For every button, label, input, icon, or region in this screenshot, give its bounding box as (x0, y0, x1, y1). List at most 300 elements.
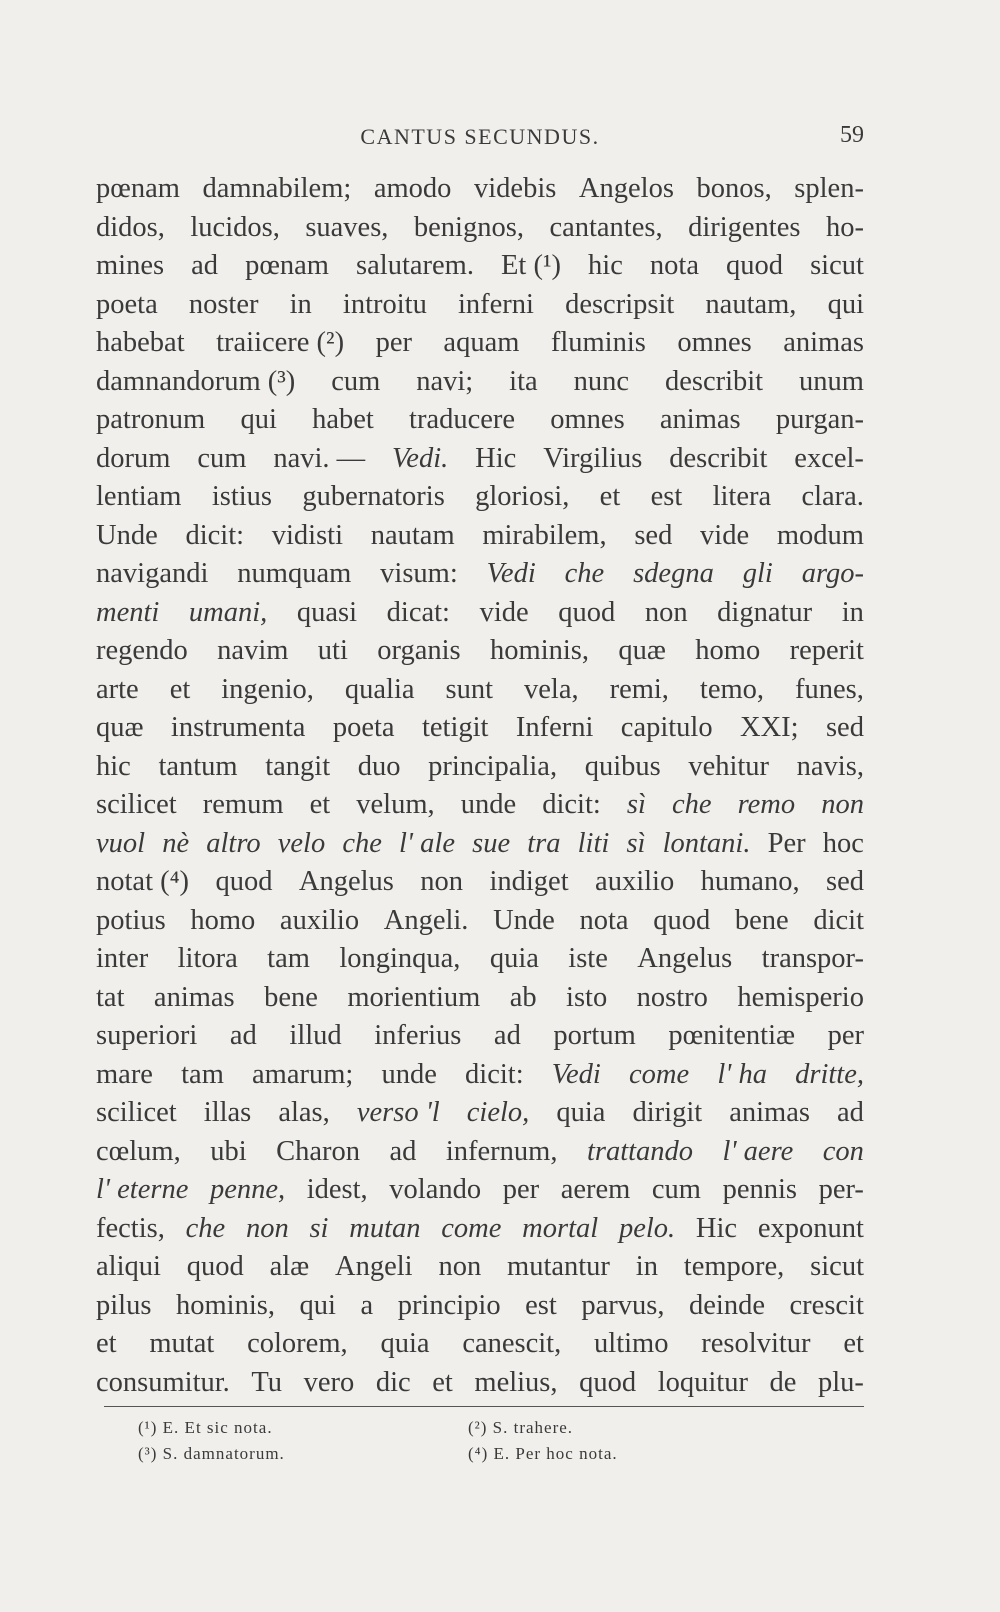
word: quod (653, 904, 711, 936)
word: per (375, 327, 412, 358)
word: quia (556, 1097, 606, 1128)
word: dicit: (542, 789, 601, 820)
word: instrumenta (170, 712, 306, 743)
word: ita (509, 365, 538, 397)
word: quibus (584, 750, 661, 782)
word: alæ (269, 1251, 310, 1282)
word: Angelus (298, 866, 394, 897)
text-line (96, 1133, 864, 1172)
word: illas (203, 1097, 252, 1128)
word: omnes (550, 404, 625, 435)
word: splen- (794, 173, 864, 204)
word: qui (299, 1289, 336, 1321)
text-line (96, 940, 864, 979)
word: et (309, 789, 331, 820)
word: colorem, (247, 1328, 348, 1359)
word: Angeli (335, 1251, 413, 1282)
word: tempore, (683, 1251, 785, 1282)
word: tat (96, 981, 125, 1013)
word: si (309, 1212, 329, 1244)
word: consumitur. (96, 1366, 230, 1398)
word: et (599, 481, 621, 512)
word: duo (357, 750, 401, 782)
word: pennis (722, 1174, 797, 1205)
word: dirigit (632, 1097, 703, 1128)
word: pœnitentiæ (668, 1020, 796, 1051)
word: tangit (265, 750, 331, 782)
text-line (96, 1248, 864, 1287)
footnote-2 (468, 1418, 573, 1438)
word: navim (217, 635, 289, 666)
word: vuol (96, 827, 146, 859)
word: infernum, (445, 1135, 558, 1167)
word: numquam (237, 558, 352, 589)
body-text (96, 170, 864, 1402)
word: mutantur (507, 1251, 610, 1282)
word: mirabilem, (482, 519, 607, 551)
word: quia (380, 1328, 430, 1359)
text-line (96, 170, 864, 209)
word: sed (826, 866, 864, 897)
word: et (96, 1328, 117, 1359)
word: in (841, 596, 864, 628)
word: Unde (493, 904, 555, 936)
word: hic (96, 750, 131, 782)
word: mutat (149, 1328, 215, 1359)
word: habebat (96, 327, 185, 358)
word: non (438, 1251, 482, 1282)
text-line (96, 517, 864, 556)
word: poeta (332, 712, 395, 743)
word: isto (566, 981, 608, 1013)
word: hominis, (175, 1289, 275, 1321)
footnote-1 (138, 1418, 273, 1438)
word: remum (202, 789, 284, 820)
word: hoc (822, 827, 864, 859)
footnote-mark: (²) (468, 1418, 488, 1437)
word: mare (96, 1058, 153, 1090)
word: cum (331, 365, 381, 397)
page-number: 59 (840, 122, 864, 148)
word: animas (783, 327, 864, 358)
word: fluminis (550, 327, 646, 358)
word: Vedi. (392, 442, 449, 474)
word: nostro (636, 981, 708, 1013)
word: lontani. (662, 827, 751, 859)
word: pelo. (618, 1212, 676, 1244)
text-line (96, 709, 864, 748)
word: dritte, (795, 1058, 864, 1090)
word: istius (211, 481, 272, 512)
word: damnabilem; (202, 173, 352, 204)
word: a (360, 1289, 374, 1321)
word: navi. — (273, 442, 366, 474)
word: sue (472, 827, 511, 859)
footnote-text: S. trahere. (492, 1418, 574, 1437)
word: cantantes, (549, 211, 663, 243)
word: vehitur (688, 750, 770, 782)
text-line (96, 748, 864, 787)
word: funes, (795, 673, 864, 705)
word: verso 'l (356, 1097, 440, 1128)
word: auxilio (279, 904, 360, 936)
word: nunc (573, 365, 630, 397)
word: dicat: (386, 596, 450, 628)
word: sunt (445, 673, 494, 705)
word: dorum (96, 442, 171, 474)
word: scilicet (96, 1097, 177, 1128)
word: quod (726, 250, 784, 281)
footnote-4 (468, 1444, 618, 1464)
word: l' ha (717, 1058, 767, 1090)
word: sicut (810, 250, 864, 281)
word: humano, (700, 866, 800, 897)
word: hemisperio (737, 981, 864, 1013)
word: lentiam (96, 481, 182, 512)
word: che (564, 558, 605, 589)
word: velo (277, 827, 326, 859)
text-line (96, 555, 864, 594)
word: sed (825, 712, 864, 743)
word: introitu (342, 288, 427, 320)
word: Angelos (578, 173, 674, 204)
word: omnes (677, 327, 752, 358)
word: reperit (789, 635, 864, 666)
word: scilicet (96, 789, 177, 820)
text-line (96, 440, 864, 479)
word: quia (489, 943, 539, 974)
text-line (96, 1056, 864, 1095)
word: lucidos, (190, 211, 280, 243)
word: salutarem. (356, 250, 474, 281)
word: dirigentes (688, 211, 801, 243)
word: cœlum, (96, 1135, 181, 1167)
word: remi, (609, 673, 669, 705)
word: remo (737, 789, 796, 820)
word: navigandi (96, 558, 209, 589)
text-line (96, 979, 864, 1018)
word: crescit (789, 1289, 864, 1321)
word: idest, (306, 1174, 368, 1205)
word: ho- (825, 211, 864, 243)
word: bonos, (696, 173, 772, 204)
word: visum: (380, 558, 458, 589)
text-line (96, 286, 864, 325)
word: l' aere (722, 1135, 794, 1167)
word: quæ (618, 635, 666, 666)
page-header (96, 122, 864, 158)
word: aerem (560, 1174, 631, 1205)
text-line (96, 902, 864, 941)
footnote-mark: (³) (138, 1444, 158, 1463)
word: modum (776, 519, 864, 551)
word: cum (651, 1174, 701, 1205)
text-line (96, 863, 864, 902)
text-line (96, 209, 864, 248)
word: principalia, (428, 750, 558, 782)
footnote-text: E. Per hoc nota. (493, 1444, 618, 1463)
word: che (342, 827, 382, 859)
word: inferius (374, 1020, 462, 1051)
word: gli (742, 558, 773, 589)
word: parvus, (581, 1289, 665, 1321)
word: nè (162, 827, 190, 859)
word: Charon (276, 1135, 360, 1167)
word: penne, (209, 1174, 286, 1205)
word: descripsit (565, 288, 675, 320)
word: poeta (96, 288, 158, 320)
word: excel- (794, 442, 864, 474)
word: ad (389, 1135, 417, 1167)
text-line (96, 825, 864, 864)
text-line (96, 247, 864, 286)
word: quod (215, 866, 273, 897)
word: plu- (818, 1366, 864, 1398)
text-line (96, 1210, 864, 1249)
word: argo- (801, 558, 864, 589)
text-line (96, 786, 864, 825)
word: uti (317, 635, 348, 666)
word: notat (⁴) (96, 866, 190, 897)
word: et (843, 1328, 864, 1359)
word: tam (267, 943, 310, 974)
word: Virgilius (543, 442, 643, 474)
word: organis (377, 635, 461, 666)
word: deinde (689, 1289, 765, 1321)
word: unde (381, 1058, 437, 1090)
word: fectis, (96, 1212, 165, 1244)
word: gubernatoris (302, 481, 445, 512)
word: volando (389, 1174, 482, 1205)
word: sì (626, 789, 646, 820)
word: capitulo (620, 712, 713, 743)
word: amodo (373, 173, 452, 204)
word: ubi (210, 1135, 247, 1167)
word: animas (729, 1097, 810, 1128)
word: non (821, 789, 864, 820)
word: unde (460, 789, 517, 820)
word: come (441, 1212, 502, 1244)
word: mutan (349, 1212, 421, 1244)
word: unum (799, 365, 864, 397)
word: vela, (524, 673, 579, 705)
text-line (96, 1017, 864, 1056)
word: loquitur (657, 1366, 748, 1398)
word: ab (509, 981, 537, 1013)
word: hic (588, 250, 623, 281)
word: aquam (443, 327, 520, 358)
word: et (169, 673, 191, 705)
word: non (420, 866, 464, 897)
word: ad (837, 1097, 864, 1128)
word: animas (153, 981, 235, 1013)
word: habet (312, 404, 374, 435)
word: temo, (699, 673, 765, 705)
word: sed (634, 519, 673, 551)
word: Hic (695, 1212, 738, 1244)
word: dic (375, 1366, 411, 1398)
word: tetigit (421, 712, 489, 743)
word: navis, (796, 750, 864, 782)
text-line (96, 1171, 864, 1210)
word: che (671, 789, 712, 820)
word: altro (206, 827, 261, 859)
word: vide (479, 596, 529, 628)
word: liti (577, 827, 610, 859)
word: describit (664, 365, 764, 397)
word: transpor- (761, 943, 864, 974)
word: nautam (370, 519, 455, 551)
word: come (629, 1058, 690, 1090)
word: cum (197, 442, 247, 474)
word: pœnam (245, 250, 329, 281)
text-line (96, 1364, 864, 1403)
word: qui (827, 288, 864, 320)
word: dicit (813, 904, 864, 936)
word: sicut (810, 1251, 864, 1282)
word: nautam, (705, 288, 797, 320)
word: cielo, (466, 1097, 530, 1128)
word: non (644, 596, 688, 628)
footnote-mark: (⁴) (468, 1444, 489, 1463)
text-line (96, 478, 864, 517)
word: quod (186, 1251, 244, 1282)
word: XXI; (740, 712, 799, 743)
word: in (289, 288, 312, 320)
word: per (502, 1174, 540, 1205)
word: Inferni (515, 712, 594, 743)
word: navi; (416, 365, 474, 397)
word: indiget (489, 866, 569, 897)
word: Et (¹) (501, 250, 561, 281)
word: litera (712, 481, 772, 512)
text-line (96, 594, 864, 633)
word: auxilio (595, 866, 675, 897)
running-title: CANTUS SECUNDUS. (360, 124, 600, 149)
word: videbis (474, 173, 557, 204)
text-line (96, 671, 864, 710)
word: nota (649, 250, 699, 281)
word: mortal (522, 1212, 599, 1244)
word: didos, (96, 211, 165, 243)
word: aliqui (96, 1251, 161, 1282)
word: in (635, 1251, 658, 1282)
word: illud (289, 1020, 342, 1051)
word: clara. (801, 481, 864, 512)
word: damnandorum (³) (96, 365, 296, 397)
word: quasi (296, 596, 358, 628)
text-line (96, 1287, 864, 1326)
word: Unde (96, 519, 158, 551)
word: Angeli. (383, 904, 469, 936)
word: tra (527, 827, 561, 859)
word: Per (767, 827, 806, 859)
word: litora (177, 943, 238, 974)
text-line (96, 1094, 864, 1133)
word: bene (734, 904, 789, 936)
text-line (96, 1325, 864, 1364)
word: regendo (96, 635, 188, 666)
word: tantum (158, 750, 238, 782)
word: arte (96, 673, 139, 705)
word: Vedi (486, 558, 536, 589)
word: amarum; (252, 1058, 354, 1090)
word: umani, (188, 596, 268, 628)
word: qui (240, 404, 277, 435)
word: patronum (96, 404, 206, 435)
text-line (96, 632, 864, 671)
text-line (96, 401, 864, 440)
word: est (650, 481, 683, 512)
text-line (96, 363, 864, 402)
word: Hic (475, 442, 517, 474)
word: Tu (251, 1366, 283, 1398)
word: menti (96, 596, 160, 628)
word: homo (695, 635, 761, 666)
word: tam (181, 1058, 224, 1090)
word: per (827, 1020, 864, 1051)
word: bene (264, 981, 318, 1013)
word: potius (96, 904, 166, 936)
word: vidisti (271, 519, 344, 551)
word: hominis, (490, 635, 590, 666)
word: Vedi (551, 1058, 601, 1090)
word: pœnam (96, 173, 180, 204)
word: purgan- (775, 404, 864, 435)
word: exponunt (757, 1212, 864, 1244)
footnote-rule (104, 1406, 864, 1407)
word: sdegna (633, 558, 714, 589)
word: dicit: (185, 519, 245, 551)
word: describit (669, 442, 768, 474)
word: quod (579, 1366, 637, 1398)
word: inferni (457, 288, 534, 320)
word: sì (626, 827, 646, 859)
word: quæ (96, 712, 144, 743)
word: gloriosi, (475, 481, 570, 512)
word: animas (659, 404, 741, 435)
word: per- (818, 1174, 864, 1205)
word: portum (553, 1020, 636, 1051)
word: principio (397, 1289, 501, 1321)
word: et (432, 1366, 453, 1398)
word: ad (493, 1020, 521, 1051)
word: traducere (409, 404, 516, 435)
word: longinqua, (339, 943, 461, 974)
word: quod (558, 596, 616, 628)
word: benignos, (413, 211, 524, 243)
word: nota (579, 904, 629, 936)
word: vide (700, 519, 750, 551)
word: ingenio, (221, 673, 314, 705)
word: resolvitur (701, 1328, 811, 1359)
word: pilus (96, 1289, 152, 1321)
word: canescit, (462, 1328, 562, 1359)
word: che (185, 1212, 226, 1244)
word: trattando (586, 1135, 694, 1167)
word: mines (96, 250, 165, 281)
word: melius, (474, 1366, 558, 1398)
word: l' eterne (96, 1174, 189, 1205)
word: ultimo (594, 1328, 669, 1359)
word: con (822, 1135, 864, 1167)
footnote-text: S. damnatorum. (162, 1444, 285, 1463)
word: iste (568, 943, 608, 974)
word: ad (229, 1020, 257, 1051)
word: qualia (344, 673, 415, 705)
word: inter (96, 943, 149, 974)
word: l' ale (399, 827, 455, 859)
